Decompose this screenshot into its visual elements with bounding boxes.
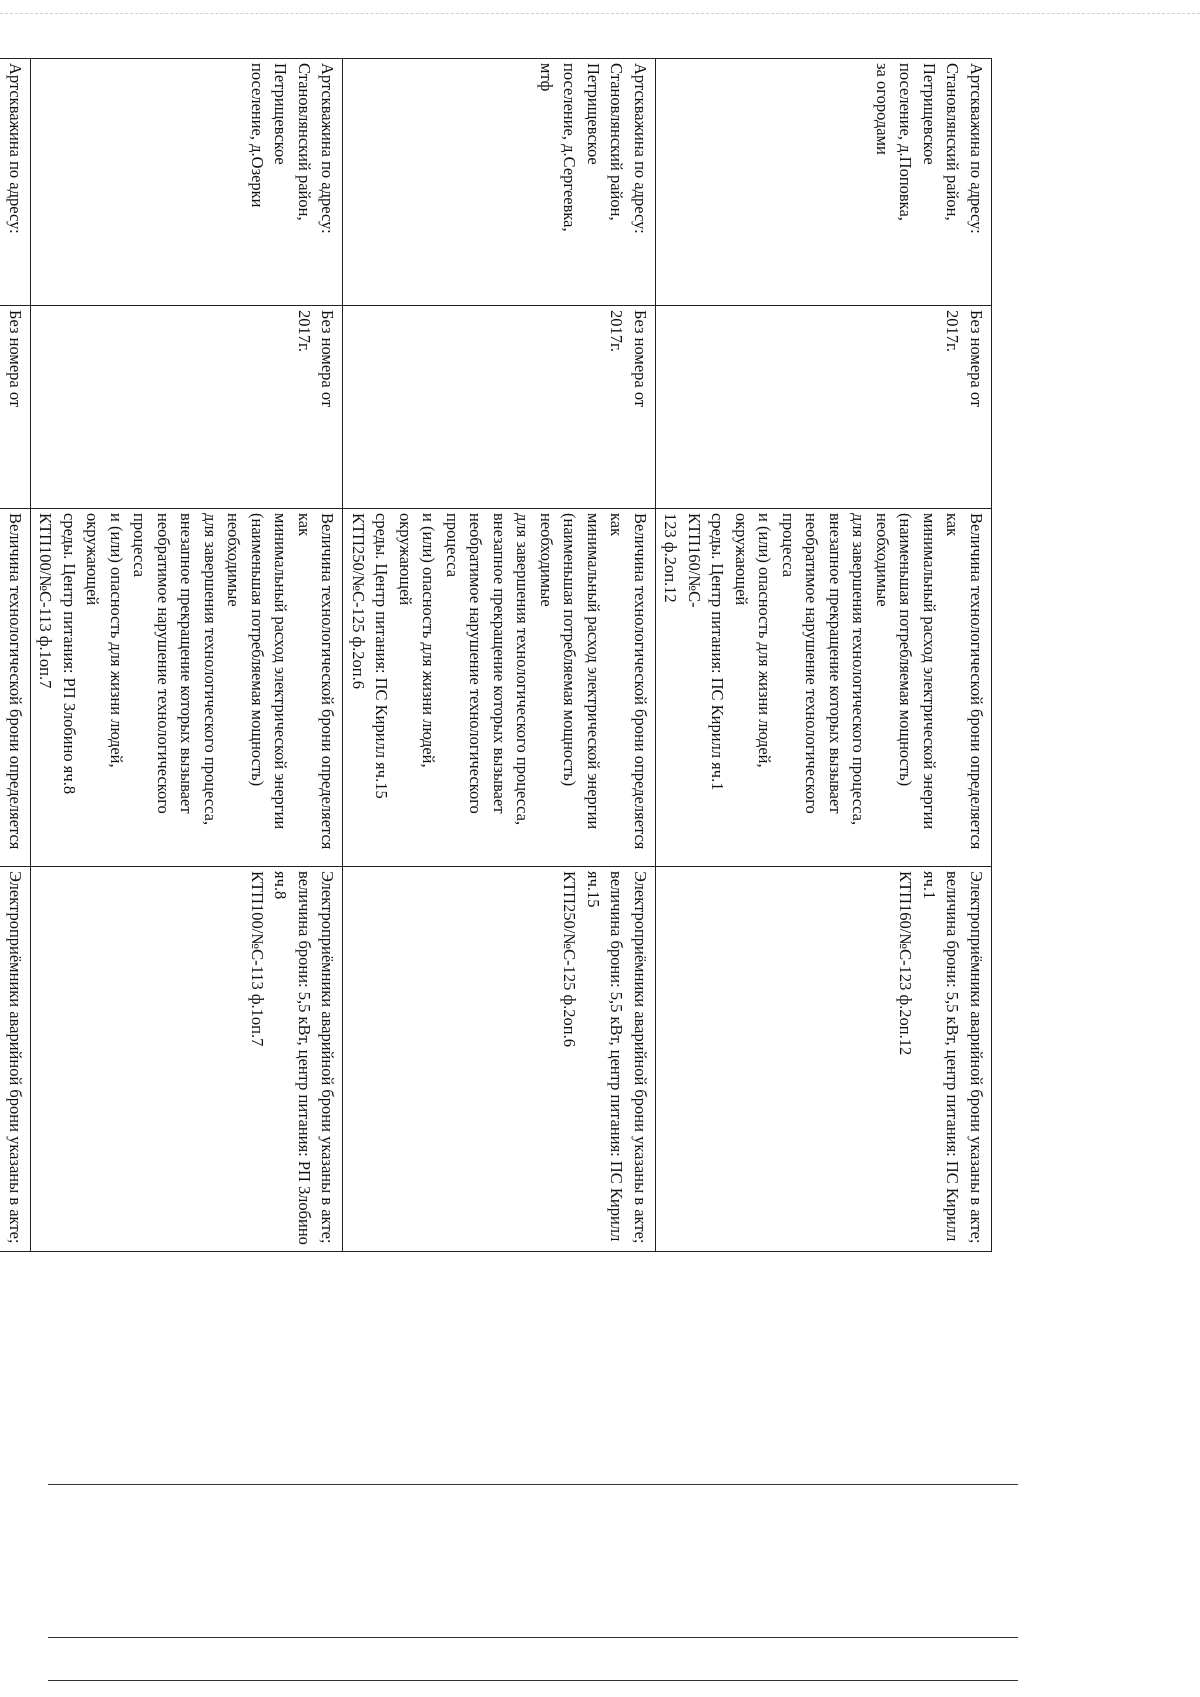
object-address-cell [343,59,656,306]
tech-reserve-cell [0,509,31,867]
act-number-cell [0,306,31,509]
act-number-text: Без номера от 2017г. [295,310,338,408]
act-number-text: Без номера от 2017г. [607,310,650,408]
tech-reserve-text: Величина технологической брони определяется [6,513,25,850]
act-number-cell [31,306,344,509]
emergency-reserve-table [0,58,992,1252]
tech-reserve-cell [656,509,992,867]
tech-reserve-cell [31,509,344,867]
object-address-text: Артскважина по адресу: Становлянский район, Петрищевское поселение, д.Сергеевка, мтф [537,63,650,234]
emergency-reserve-text: Электроприёмники аварийной брони указаны в акте; величина брони: 5,5 кВт, центр питания: ПС Кирилл яч.15 КТП250/№С-125 ф.2оп.6 [560,871,650,1244]
tech-reserve-cell [343,509,656,867]
rotated-table-block [6,58,992,1251]
object-address-text: Артскважина по адресу: Становлянский район, Петрищевское поселение, д.Озерки [248,63,338,234]
object-address-cell [31,59,344,306]
act-number-text: Без номера от 2017г. [943,310,986,408]
emergency-reserve-cell [0,867,31,1252]
object-address-cell [0,59,31,306]
act-number-cell [343,306,656,509]
tech-reserve-text: Величина технологической брони определяется как минимальный расход электрической энергии (наименьшая потребляемая мощность) необходимые для завершения технологического процесса, внезапное прекращение которых вызывает необратимое нарушение технологического процесса и (или) опасность для жизни людей, окружающей среды. Центр питания: РП Злобино яч.8 КТП100/№С-113 ф.1оп.7 [36,513,338,850]
signature-line [48,1484,1018,1485]
emergency-reserve-cell [343,867,656,1252]
table-row [31,59,344,1252]
emergency-reserve-text: Электроприёмники аварийной брони указаны в акте; величина брони: 5,5 кВт, центр питания: ПС Кирилл яч.1 КТП160/№С-123 ф.2оп.12 [896,871,986,1244]
signature-line [48,1637,1018,1638]
emergency-reserve-cell [31,867,344,1252]
table-row [343,59,656,1252]
act-number-text: Без номера от [6,310,25,408]
emergency-reserve-cell [656,867,992,1252]
signature-line [48,1680,1018,1681]
tech-reserve-text: Величина технологической брони определяется как минимальный расход электрической энергии (наименьшая потребляемая мощность) необходимые для завершения технологического процесса, внезапное прекращение которых вызывает необратимое нарушение технологического процесса и (или) опасность для жизни людей, окружающей среды. Центр питания: ПС Кирилл яч.15 КТП250/№С-125 ф.2оп.6 [349,513,650,850]
act-number-cell [656,306,992,509]
object-address-text: Артскважина по адресу: [6,63,25,234]
table-row [656,59,992,1252]
scan-top-edge [0,13,1200,14]
table-row [0,59,31,1252]
object-address-text: Артскважина по адресу: Становлянский район, Петрищевское поселение, д.Поповка, за огородами [873,63,986,234]
object-address-cell [656,59,992,306]
emergency-reserve-text: Электроприёмники аварийной брони указаны в акте; величина брони: 5,5 кВт, центр питания: РП Злобино яч.8 КТП100/№С-113 ф.1оп.7 [248,871,338,1245]
tech-reserve-text: Величина технологической брони определяется как минимальный расход электрической энергии (наименьшая потребляемая мощность) необходимые для завершения технологического процесса, внезапное прекращение которых вызывает необратимое нарушение технологического процесса и (или) опасность для жизни людей, окружающей среды. Центр питания: ПС Кирилл яч.1 КТП160/№С- 123 ф.2оп.12 [661,513,986,850]
emergency-reserve-text: Электроприёмники аварийной брони указаны в акте; [6,871,25,1244]
